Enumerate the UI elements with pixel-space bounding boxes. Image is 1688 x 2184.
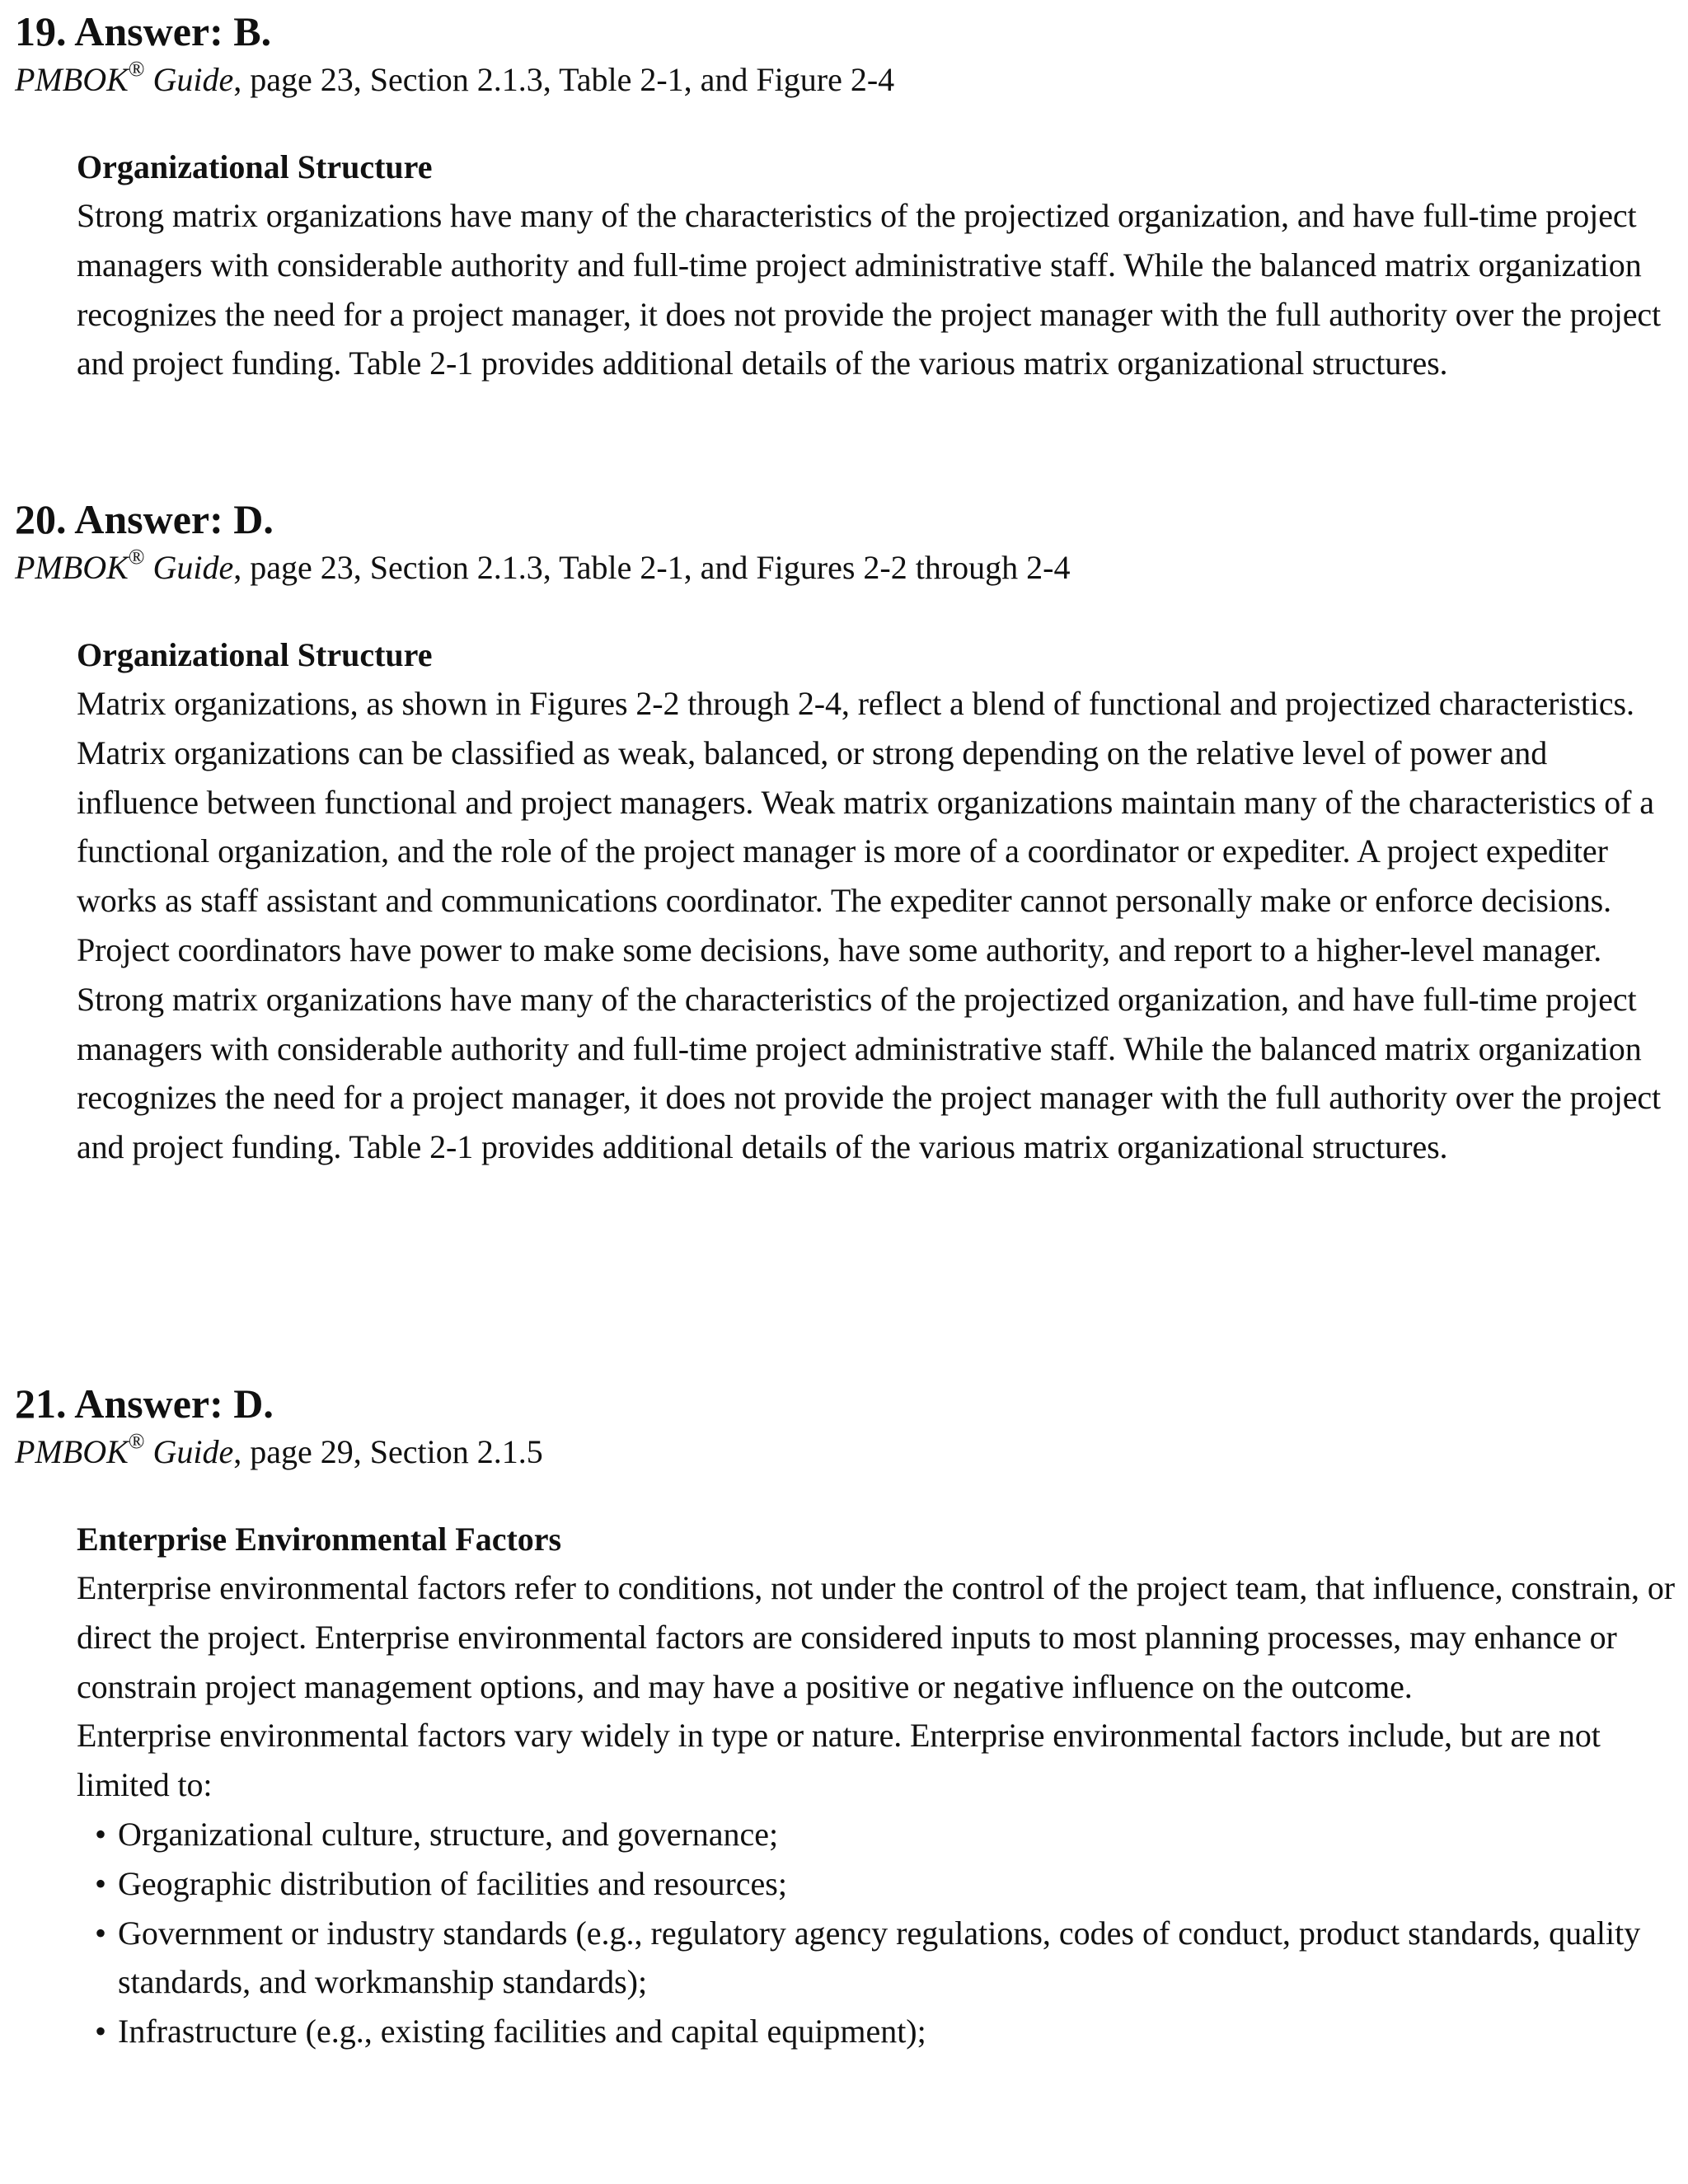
answer-explanation (77, 1516, 1676, 2056)
list-item (95, 1859, 1676, 1909)
bullet-icon: • (95, 2013, 107, 2050)
list-item-text: Geographic distribution of facilities and resources; (118, 1864, 787, 1902)
reference-line (15, 56, 1672, 104)
answer-19-block (15, 7, 1672, 388)
list-item-text: Organizational culture, structure, and governance; (118, 1815, 779, 1853)
bullet-icon: • (95, 1815, 107, 1853)
reference-guide: Guide (144, 61, 234, 98)
answer-title: 20. Answer: D. (15, 496, 274, 542)
answer-title: 19. Answer: B. (15, 8, 272, 54)
explanation-paragraph: Enterprise environmental factors refer to conditions, not under the control of the project team, that influence, constrain, or direct the project. Enterprise environmental factors are considered inputs to most planning processes, may enhance or constrain project management options, and may have a positive or negative influence on the outcome. (77, 1569, 1675, 1705)
section-heading: Enterprise Environmental Factors (77, 1521, 562, 1558)
registered-mark: ® (128, 1428, 145, 1453)
list-item-text: Government or industry standards (e.g., regulatory agency regulations, codes of conduct, product standards, quality standards, and workmanship standards); (118, 1914, 1641, 2001)
list-item (95, 1810, 1676, 1859)
explanation-paragraph: Enterprise environmental factors vary widely in type or nature. Enterprise environmental factors include, but are not limited to: (77, 1717, 1601, 1804)
list-item (95, 2007, 1676, 2056)
factors-list (77, 1810, 1676, 2056)
answer-20-block (15, 494, 1672, 1172)
list-item (95, 1909, 1676, 2008)
section-heading: Organizational Structure (77, 148, 433, 185)
answer-explanation (77, 631, 1676, 1172)
section-heading: Organizational Structure (77, 636, 433, 673)
reference-guide: Guide (144, 1433, 234, 1470)
explanation-paragraph: Matrix organizations, as shown in Figures 2-2 through 2-4, reflect a blend of functional and projectized characteristics. Matrix organizations can be classified as weak, balanced, or strong depending on the relative level of power and influence between functional and project managers. Weak matrix organizations maintain many of the characteristics of a functional organization, and the role of the project manager is more of a coordinator or expediter. A project expediter works as staff assistant and communications coordinator. The expediter cannot personally make or enforce decisions. Project coordinators have power to make some decisions, have some authority, and report to a higher-level manager. Strong matrix organizations have many of the characteristics of the projectized organization, and have full-time project managers with considerable authority and full-time project administrative staff. While the balanced matrix organization recognizes the need for a project manager, it does not provide the project manager with the full authority over the project and project funding. Table 2-1 provides additional details of the various matrix organizational structures. (77, 685, 1662, 1166)
registered-mark: ® (128, 56, 145, 81)
reference-book: PMBOK (15, 61, 129, 98)
reference-book: PMBOK (15, 549, 129, 586)
answer-21-block (15, 1379, 1675, 2056)
reference-guide: Guide (144, 549, 234, 586)
answer-explanation (77, 143, 1676, 388)
list-item-text: Infrastructure (e.g., existing facilities and capital equipment); (118, 2013, 926, 2050)
bullet-icon: • (95, 1914, 107, 1952)
reference-details: , page 23, Section 2.1.3, Table 2-1, and Figure 2-4 (233, 61, 895, 98)
reference-line (15, 1428, 1672, 1476)
reference-line (15, 544, 1672, 592)
reference-details: , page 23, Section 2.1.3, Table 2-1, and Figures 2-2 through 2-4 (233, 549, 1071, 586)
reference-book: PMBOK (15, 1433, 129, 1470)
explanation-paragraph: Strong matrix organizations have many of the characteristics of the projectized organization, and have full-time project managers with considerable authority and full-time project administrative staff. While the balanced matrix organization recognizes the need for a project manager, it does not provide the project manager with the full authority over the project and project funding. Table 2-1 provides additional details of the various matrix organizational structures. (77, 197, 1662, 382)
bullet-icon: • (95, 1864, 107, 1902)
registered-mark: ® (128, 544, 145, 569)
answer-title: 21. Answer: D. (15, 1380, 274, 1427)
reference-details: , page 29, Section 2.1.5 (233, 1433, 543, 1470)
